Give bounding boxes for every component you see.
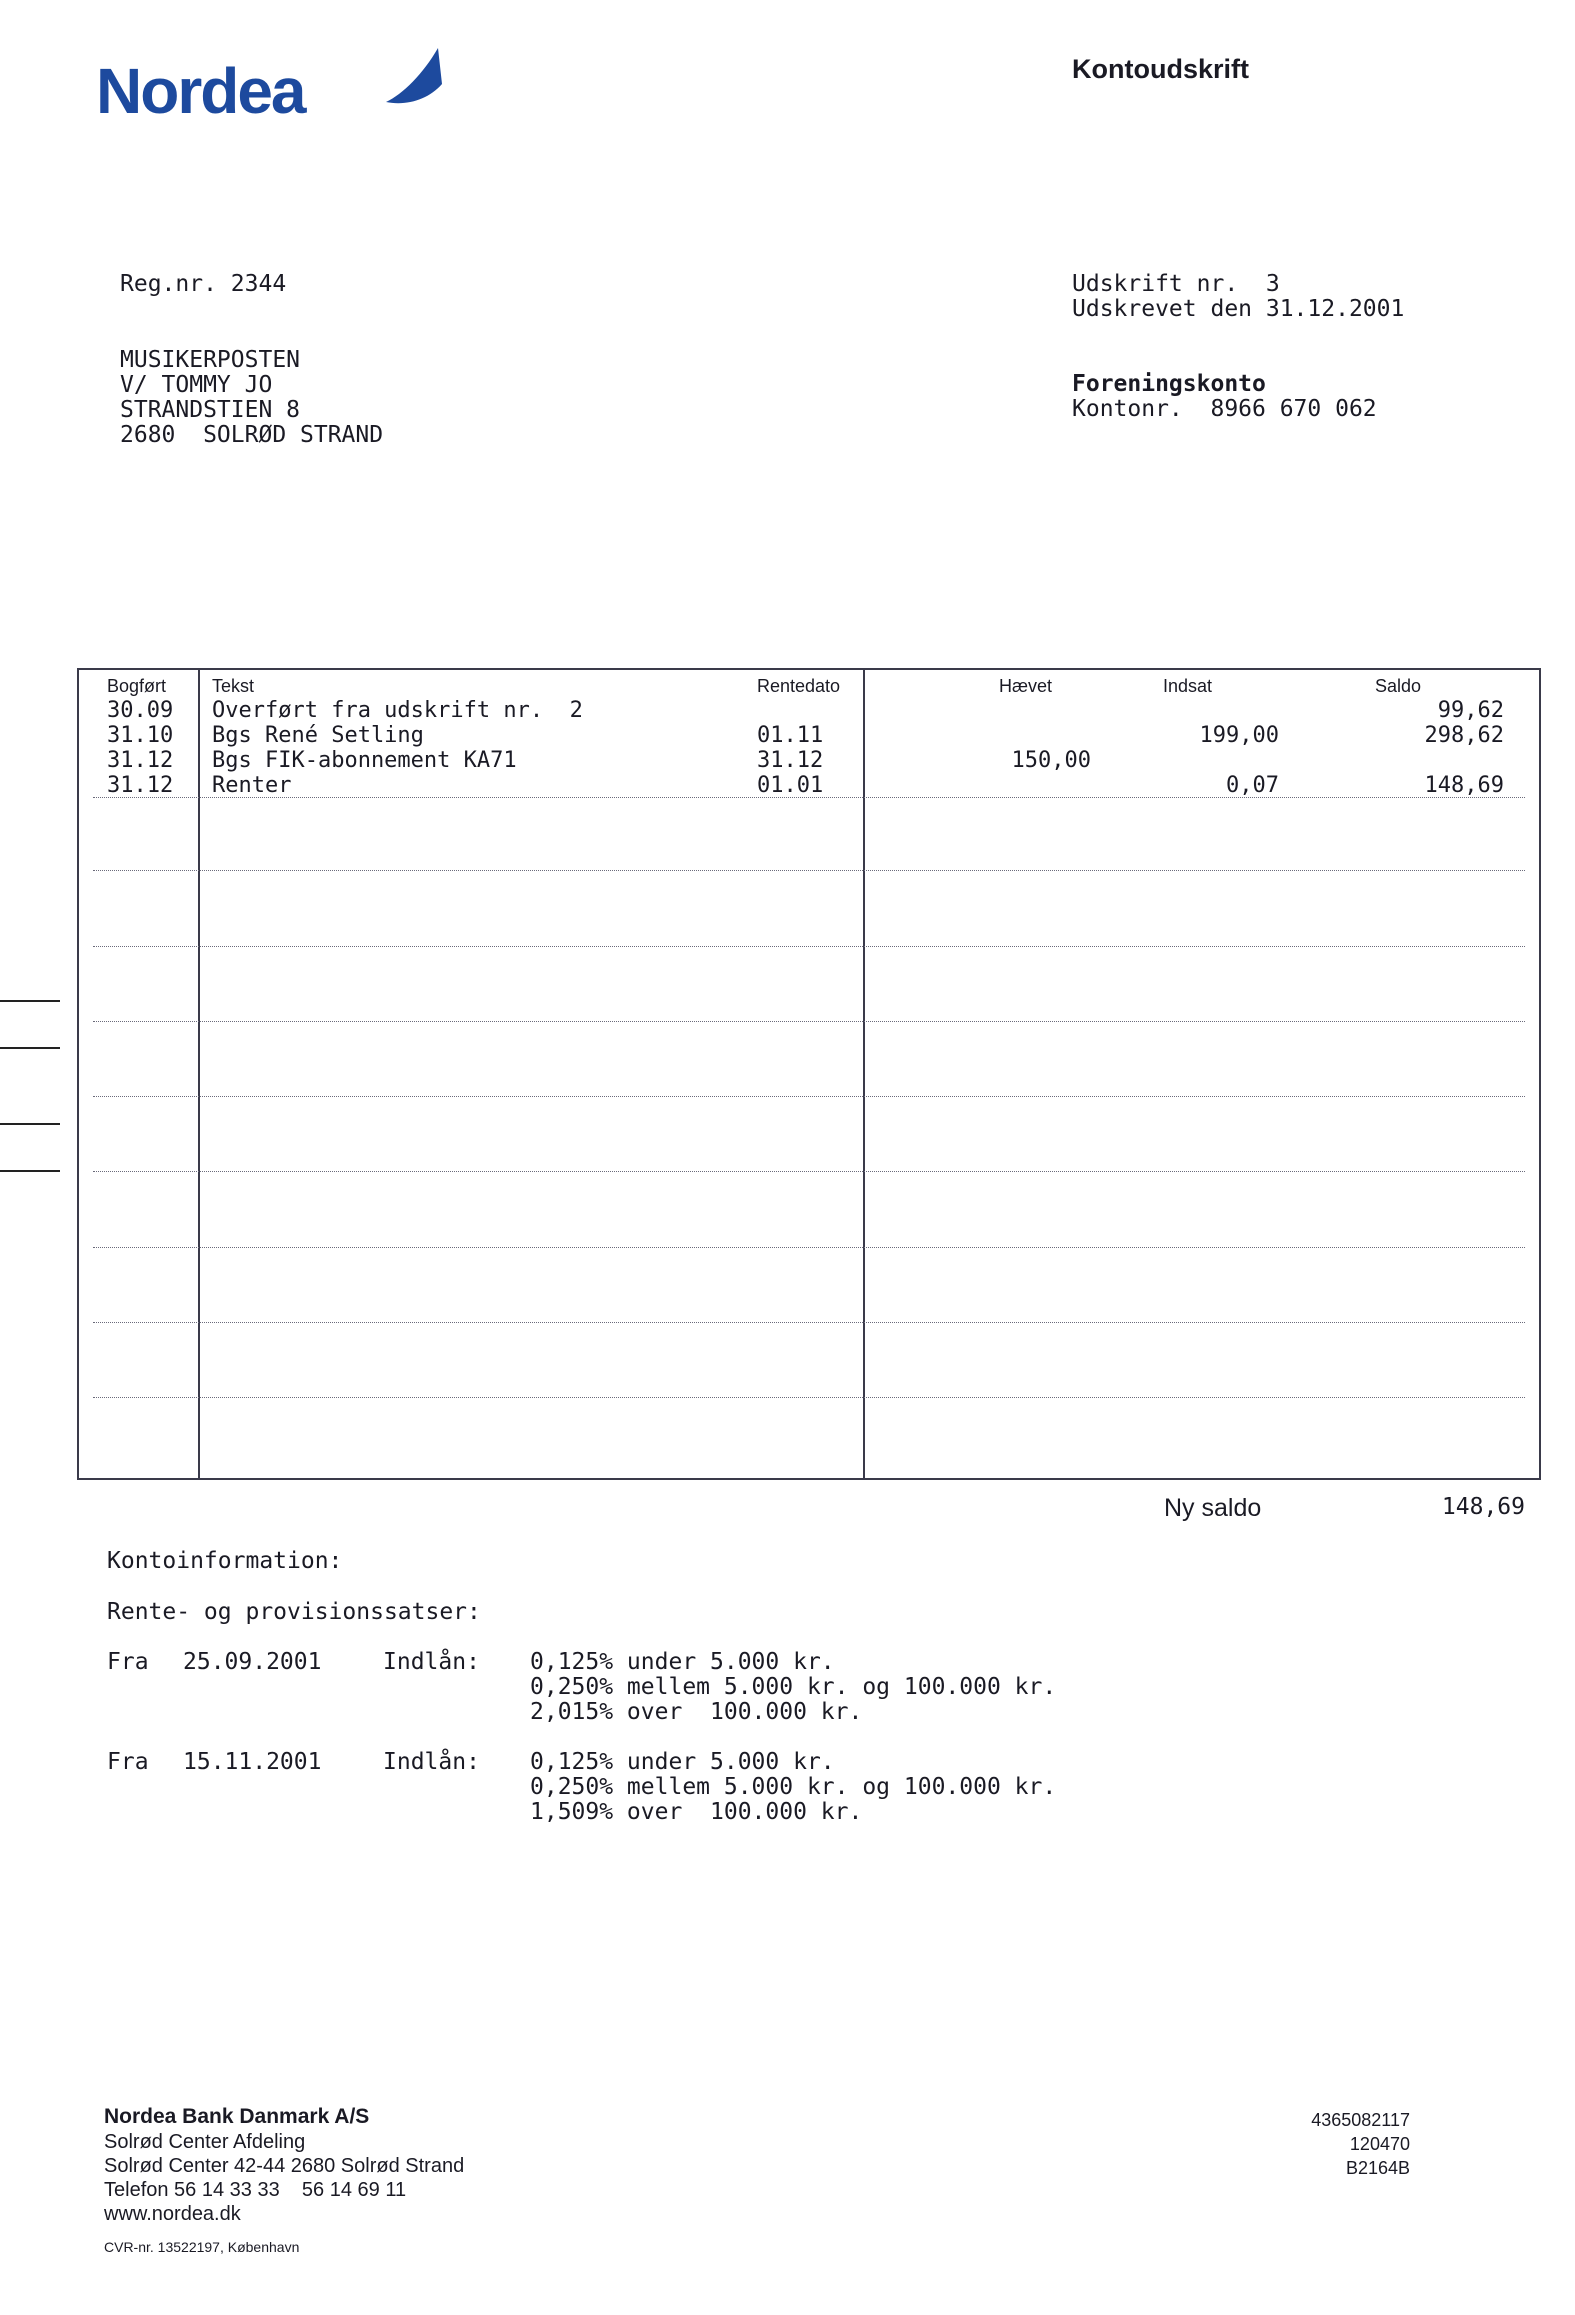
bank-branch: Solrød Center Afdeling	[104, 2131, 306, 2153]
header-saldo: Saldo	[1375, 676, 1422, 696]
header-tekst: Tekst	[212, 676, 255, 696]
header-bogfort: Bogført	[107, 676, 167, 696]
rate-from-label: Fra	[107, 1749, 149, 1775]
new-balance-value: 148,69	[1441, 1494, 1525, 1520]
rate-from-date: 15.11.2001	[183, 1749, 322, 1775]
rate-line: 1,509% over 100.000 kr.	[530, 1799, 863, 1825]
cell-saldo: 298,62	[1424, 723, 1504, 748]
column-divider	[863, 670, 865, 1478]
margin-mark	[0, 1000, 60, 1002]
bank-address: Solrød Center 42-44 2680 Solrød Strand	[104, 2155, 465, 2177]
bank-phone: Telefon 56 14 33 33 56 14 69 11	[104, 2179, 407, 2201]
recipient-line-2: V/ TOMMY JO	[120, 372, 273, 398]
row-separator	[93, 1021, 1525, 1022]
rate-type: Indlån:	[383, 1649, 480, 1675]
account-type: Foreningskonto	[1072, 371, 1266, 397]
row-separator	[93, 946, 1525, 947]
cell-bogfort: 30.09	[107, 698, 174, 723]
cell-tekst: Overført fra udskrift nr. 2	[212, 698, 583, 723]
row-separator	[93, 1096, 1525, 1097]
cell-tekst: Bgs René Setling	[212, 723, 424, 748]
reference-code: 4365082117	[1311, 2110, 1410, 2130]
margin-mark	[0, 1123, 60, 1125]
bank-website-link[interactable]: www.nordea.dk	[104, 2203, 241, 2225]
rate-from-label: Fra	[107, 1649, 149, 1675]
row-separator	[93, 1247, 1525, 1248]
account-info-title: Kontoinformation:	[107, 1548, 343, 1574]
cell-rentedato: 31.12	[757, 748, 824, 773]
cell-indsat: 199,00	[1199, 723, 1279, 748]
statement-issued-date: Udskrevet den 31.12.2001	[1072, 296, 1405, 322]
rate-from-date: 25.09.2001	[183, 1649, 322, 1675]
new-balance-label: Ny saldo	[1164, 1494, 1262, 1522]
reference-code: 120470	[1349, 2134, 1410, 2154]
rate-line: 0,125% under 5.000 kr.	[530, 1749, 835, 1775]
document-title: Kontoudskrift	[1072, 54, 1249, 84]
brand-name: Nordea	[96, 55, 305, 127]
row-separator	[93, 1171, 1525, 1172]
rate-line: 0,250% mellem 5.000 kr. og 100.000 kr.	[530, 1674, 1057, 1700]
bank-cvr: CVR-nr. 13522197, København	[104, 2239, 300, 2255]
account-number: Kontonr. 8966 670 062	[1072, 396, 1377, 422]
row-separator	[93, 797, 1525, 798]
cell-bogfort: 31.12	[107, 748, 174, 773]
rate-line: 2,015% over 100.000 kr.	[530, 1699, 863, 1725]
cell-saldo: 148,69	[1424, 773, 1504, 798]
margin-mark	[0, 1047, 60, 1049]
sail-logo-icon	[378, 44, 448, 114]
recipient-line-1: MUSIKERPOSTEN	[120, 347, 301, 373]
transaction-table	[77, 668, 1541, 1480]
row-separator	[93, 1322, 1525, 1323]
rate-line: 0,125% under 5.000 kr.	[530, 1649, 835, 1675]
cell-indsat: 0,07	[1226, 773, 1279, 798]
header-indsat: Indsat	[1163, 676, 1213, 696]
cell-haevet: 150,00	[1011, 748, 1091, 773]
nordea-logo	[96, 44, 466, 134]
cell-tekst: Bgs FIK-abonnement KA71	[212, 748, 517, 773]
cell-bogfort: 31.12	[107, 773, 174, 798]
column-divider	[198, 670, 200, 1478]
statement-number: Udskrift nr. 3	[1072, 271, 1280, 297]
cell-tekst: Renter	[212, 773, 292, 798]
reference-codes	[1270, 2108, 1410, 2180]
cell-rentedato: 01.01	[757, 773, 824, 798]
recipient-line-3: STRANDSTIEN 8	[120, 397, 301, 423]
reg-number: Reg.nr. 2344	[120, 271, 287, 297]
reference-code: B2164B	[1345, 2158, 1410, 2178]
recipient-line-4: 2680 SOLRØD STRAND	[120, 422, 384, 448]
rates-title: Rente- og provisionssatser:	[107, 1599, 481, 1625]
cell-rentedato: 01.11	[757, 723, 824, 748]
bank-name: Nordea Bank Danmark A/S	[104, 2105, 370, 2128]
rate-type: Indlån:	[383, 1749, 480, 1775]
cell-saldo: 99,62	[1437, 698, 1504, 723]
header-rentedato: Rentedato	[757, 676, 841, 696]
row-separator	[93, 870, 1525, 871]
row-separator	[93, 1397, 1525, 1398]
header-haevet: Hævet	[999, 676, 1053, 696]
margin-mark	[0, 1170, 60, 1172]
cell-bogfort: 31.10	[107, 723, 174, 748]
rate-line: 0,250% mellem 5.000 kr. og 100.000 kr.	[530, 1774, 1057, 1800]
